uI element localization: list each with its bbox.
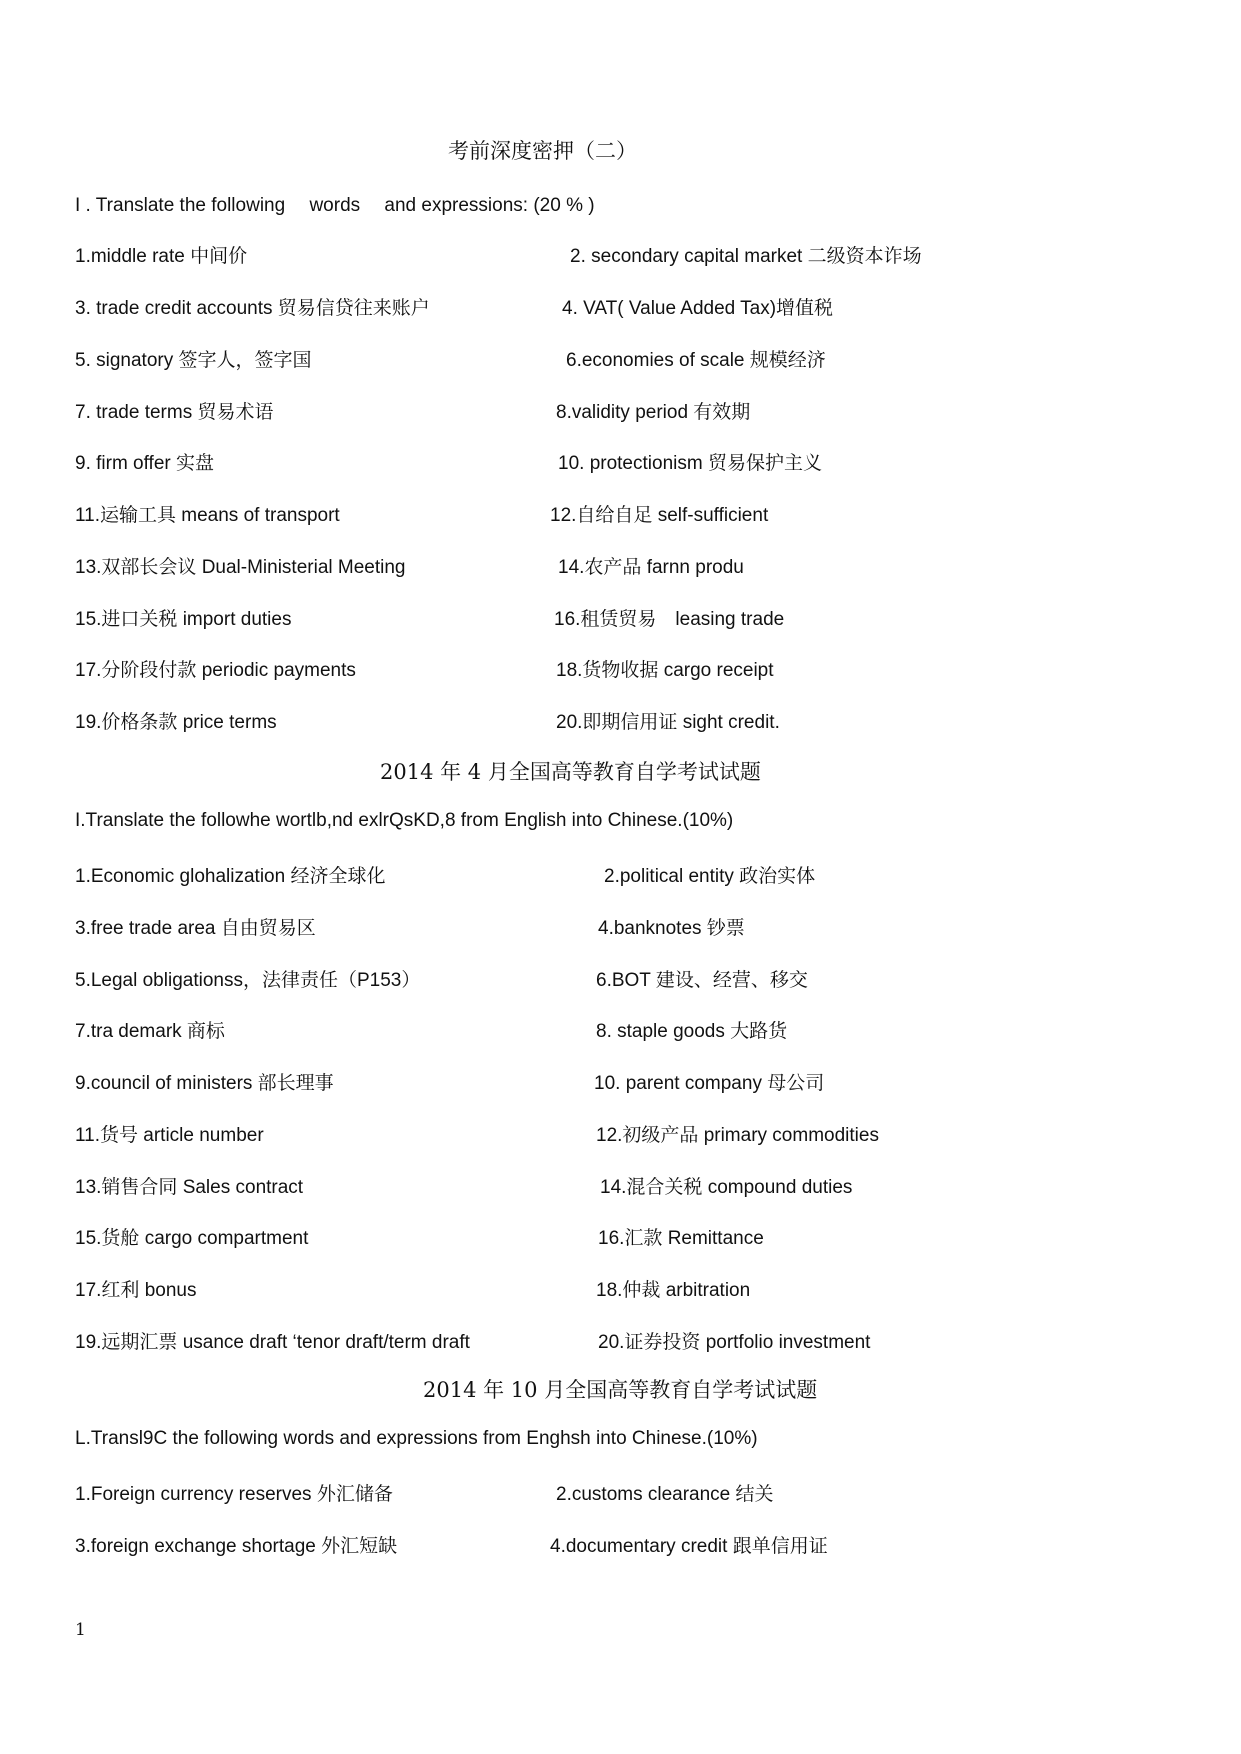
vocab-row	[0, 500, 1241, 530]
vocab-row	[0, 345, 1241, 375]
vocab-row	[0, 1327, 1241, 1357]
vocab-row	[0, 552, 1241, 582]
vocab-item: 2.political entity 政治实体	[604, 866, 816, 887]
vocab-item: 15.进口关税 import duties	[75, 609, 292, 630]
vocab-item: 6.economies of scale 规模经济	[566, 350, 826, 371]
section-1-title: 考前深度密押（二）	[448, 139, 637, 163]
vocab-row	[0, 293, 1241, 323]
vocab-row	[0, 1120, 1241, 1150]
vocab-row	[0, 1068, 1241, 1098]
vocab-row	[0, 655, 1241, 685]
vocab-item: 20.即期信用证 sight credit.	[556, 712, 780, 733]
vocab-row	[0, 1172, 1241, 1202]
vocab-row	[0, 1479, 1241, 1509]
vocab-item: 13.销售合同 Sales contract	[75, 1177, 304, 1198]
vocab-item: 7.tra demark 商标	[75, 1021, 225, 1042]
vocab-item: 5. signatory 签字人，签字国	[75, 350, 312, 371]
section-2-title: 2014 年 4 月全国高等教育自学考试试题	[380, 760, 761, 784]
vocab-item: 10. protectionism 贸易保护主义	[558, 453, 822, 474]
vocab-item: 3.free trade area 自由贸易区	[75, 918, 316, 939]
vocab-item: 9.council of ministers 部长理事	[75, 1073, 334, 1094]
vocab-item: 1.Foreign currency reserves 外汇储备	[75, 1484, 393, 1505]
vocab-item: 11.货号 article number	[75, 1125, 264, 1146]
vocab-item: 15.货舱 cargo compartment	[75, 1228, 309, 1249]
vocab-item: 20.证券投资 portfolio investment	[598, 1332, 871, 1353]
vocab-row	[0, 1275, 1241, 1305]
vocab-item: 19.价格条款 price terms	[75, 712, 277, 733]
section-3-instruction: L.Transl9C the following words and expressions from Enghsh into Chinese.(10%)	[75, 1428, 758, 1449]
vocab-item: 6.BOT 建设、经营、移交	[596, 970, 808, 991]
vocab-item: 18.货物收据 cargo receipt	[556, 660, 774, 681]
vocab-item: 3. trade credit accounts 贸易信贷往来账户	[75, 298, 430, 319]
vocab-item: 8.validity period 有效期	[556, 402, 751, 423]
vocab-item: 16.汇款 Remittance	[598, 1228, 764, 1249]
section-3-title: 2014 年 10 月全国高等教育自学考试试题	[423, 1378, 818, 1402]
vocab-item: 4. VAT( Value Added Tax)增值税	[562, 298, 834, 319]
vocab-item: 18.仲裁 arbitration	[596, 1280, 751, 1301]
section-1-instruction: I . Translate the following words and expressions: (20 % )	[75, 195, 595, 216]
vocab-item: 14.混合关税 compound duties	[600, 1177, 853, 1198]
vocab-item: 17.红利 bonus	[75, 1280, 197, 1301]
vocab-row	[0, 861, 1241, 891]
vocab-row	[0, 965, 1241, 995]
section-2-instruction: I.Translate the followhe wortlb,nd exlrQsKD,8 from English into Chinese.(10%)	[75, 810, 734, 831]
vocab-item: 5.Legal obligationss，法律责任（P153）	[75, 970, 421, 991]
vocab-row	[0, 241, 1241, 271]
vocab-item: 16.租赁贸易 leasing trade	[554, 609, 785, 630]
vocab-row	[0, 604, 1241, 634]
vocab-item: 3.foreign exchange shortage 外汇短缺	[75, 1536, 398, 1557]
vocab-row	[0, 1531, 1241, 1561]
vocab-item: 4.banknotes 钞票	[598, 918, 745, 939]
vocab-row	[0, 448, 1241, 478]
vocab-row	[0, 1016, 1241, 1046]
vocab-item: 4.documentary credit 跟单信用证	[550, 1536, 828, 1557]
vocab-item: 11.运输工具 means of transport	[75, 505, 340, 526]
vocab-item: 1.Economic glohalization 经济全球化	[75, 866, 386, 887]
vocab-item: 8. staple goods 大路货	[596, 1021, 788, 1042]
vocab-item: 12.初级产品 primary commodities	[596, 1125, 879, 1146]
vocab-row	[0, 707, 1241, 737]
vocab-item: 2.customs clearance 结关	[556, 1484, 774, 1505]
page-number: 1	[75, 1620, 86, 1640]
vocab-item: 10. parent company 母公司	[594, 1073, 825, 1094]
vocab-item: 2. secondary capital market 二级资本诈场	[570, 246, 922, 267]
vocab-item: 13.双部长会议 Dual-Ministerial Meeting	[75, 557, 406, 578]
vocab-row	[0, 397, 1241, 427]
vocab-row	[0, 913, 1241, 943]
vocab-item: 1.middle rate 中间价	[75, 246, 248, 267]
vocab-item: 17.分阶段付款 periodic payments	[75, 660, 356, 681]
vocab-item: 7. trade terms 贸易术语	[75, 402, 274, 423]
vocab-row	[0, 1223, 1241, 1253]
vocab-item: 14.农产品 farnn produ	[558, 557, 744, 578]
vocab-item: 12.自给自足 self-sufficient	[550, 505, 769, 526]
vocab-item: 9. firm offer 实盘	[75, 453, 215, 474]
vocab-item: 19.远期汇票 usance draft ‘tenor draft/term draft	[75, 1332, 470, 1353]
